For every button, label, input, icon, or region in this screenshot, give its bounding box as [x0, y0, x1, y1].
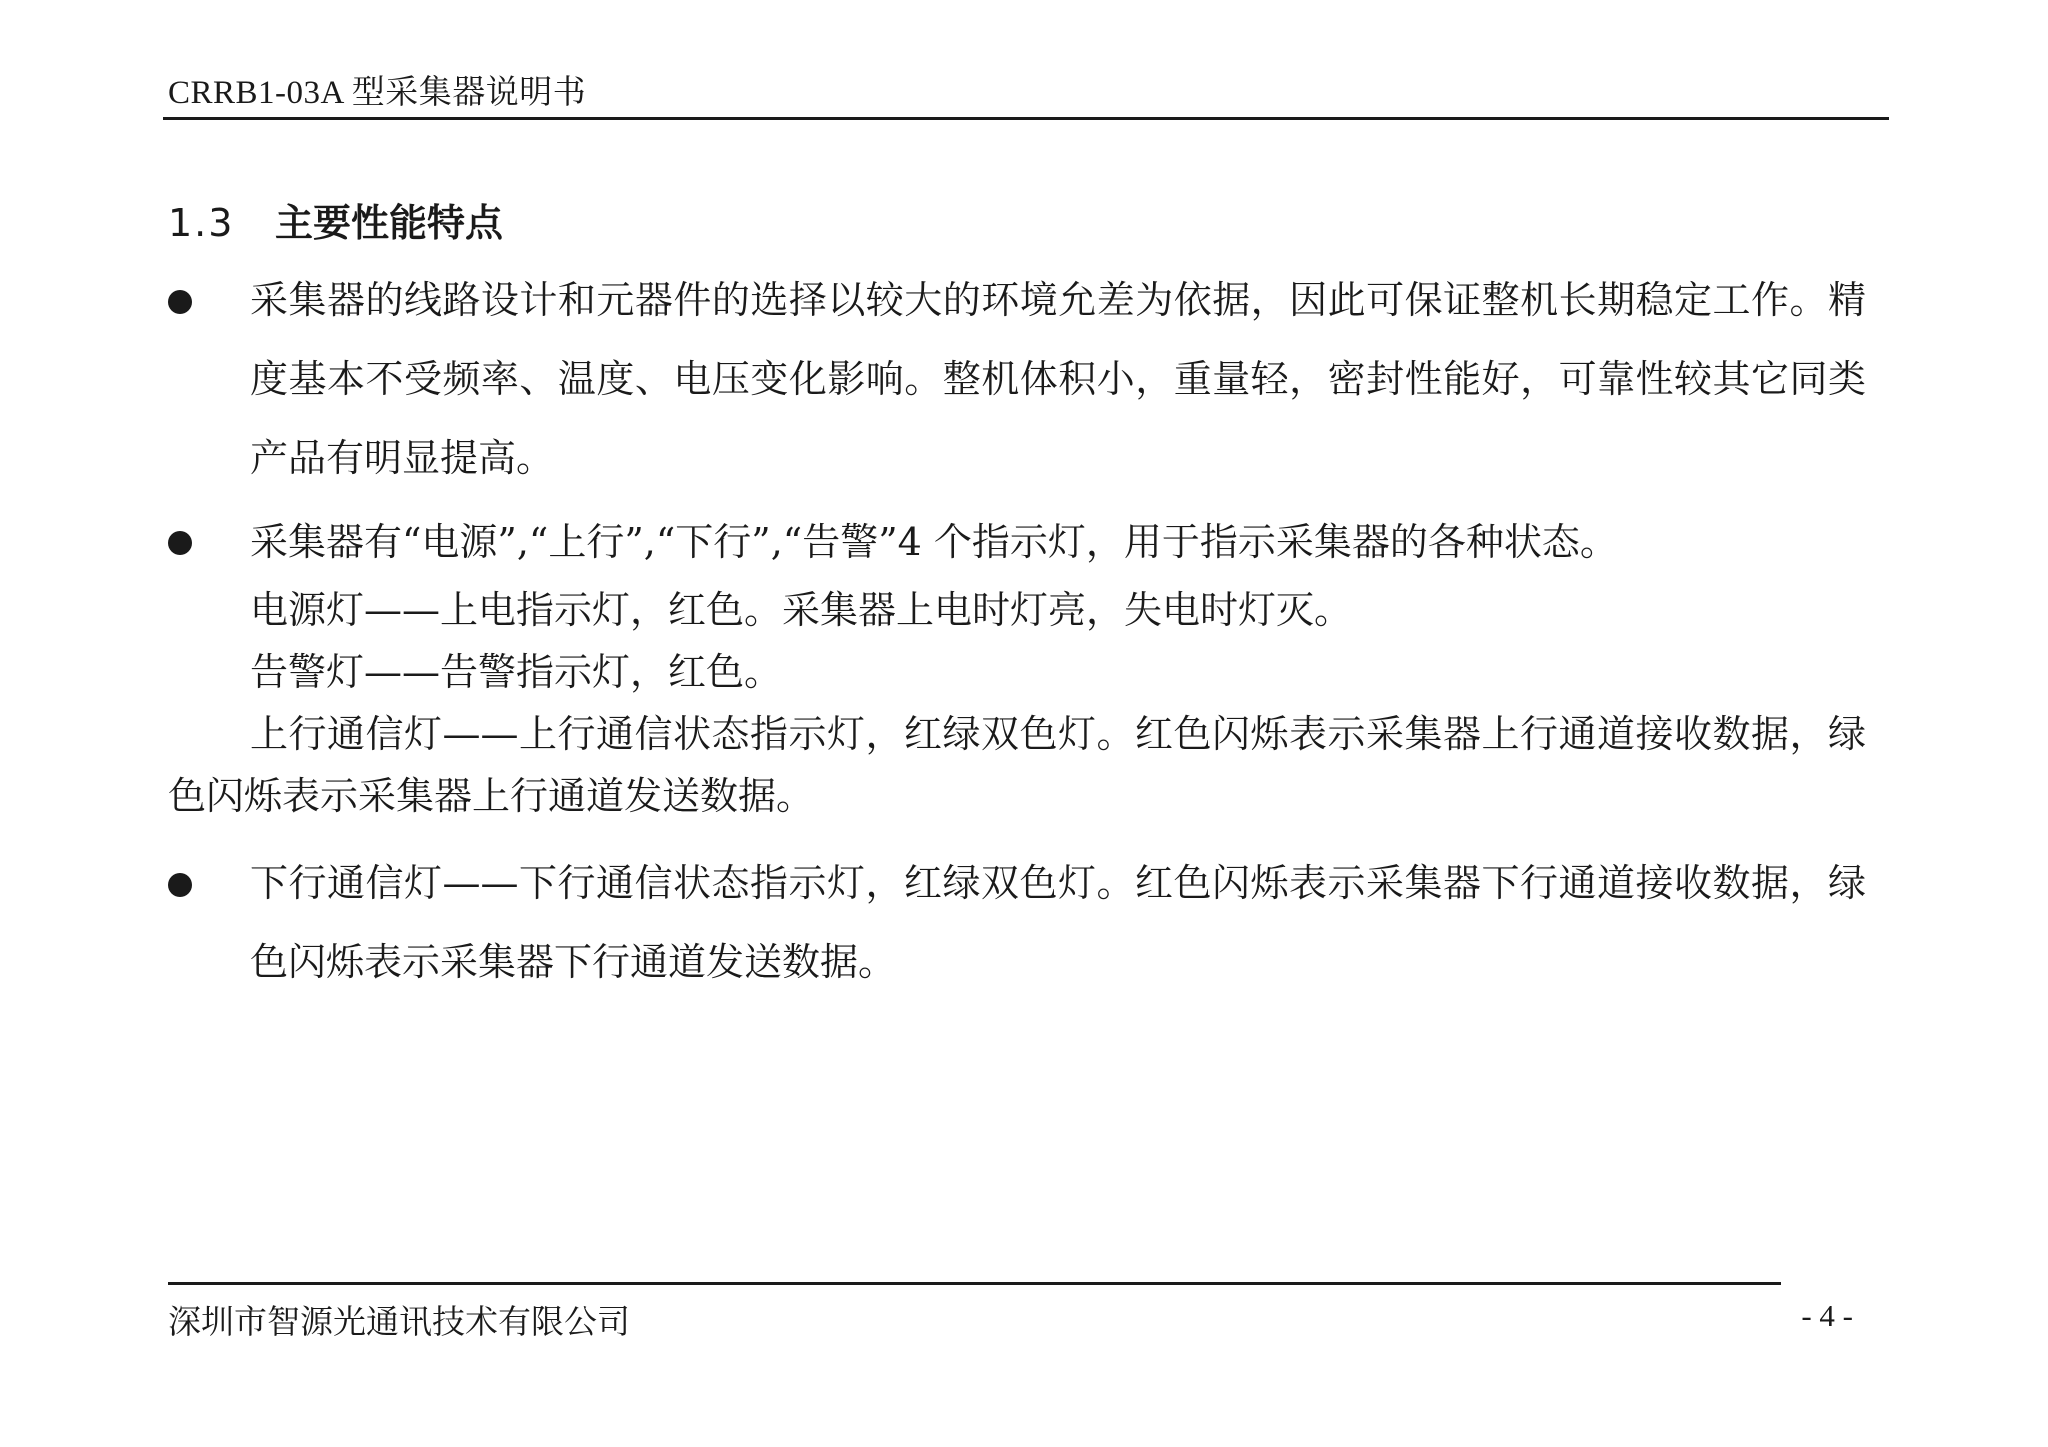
footer-company-name: 深圳市智源光通讯技术有限公司 — [168, 1302, 630, 1341]
feature-paragraph-reliability: 采集器的线路设计和元器件的选择以较大的环境允差为依据，因此可保证整机长期稳定工作。精度基本不受频率、温度、电压变化影响。整机体积小，重量轻，密封性能好，可靠性较其它同类产品有明显提高。 — [250, 278, 1866, 480]
section-number: 1.3 — [168, 201, 235, 245]
bullet-icon — [168, 290, 192, 314]
feature-paragraph-indicators: 采集器有“电源”,“上行”,“下行”,“告警”4 个指示灯，用于指示采集器的各种状态。 — [250, 520, 1618, 564]
feature-paragraph-downlink: 下行通信灯——下行通信状态指示灯，红绿双色灯。红色闪烁表示采集器下行通道接收数据，绿色闪烁表示采集器下行通道发送数据。 — [250, 861, 1866, 984]
page-number: - 4 - — [1801, 1298, 1853, 1333]
footer-divider — [168, 1282, 1781, 1285]
bullet-icon — [168, 531, 192, 555]
indicator-uplink-paragraph: 上行通信灯——上行通信状态指示灯，红绿双色灯。红色闪烁表示采集器上行通道接收数据，绿色闪烁表示采集器上行通道发送数据。 — [168, 712, 1866, 818]
header-divider — [163, 117, 1889, 120]
bullet-icon — [168, 873, 192, 897]
indicator-alarm-line: 告警灯——告警指示灯，红色。 — [250, 650, 783, 694]
document-header-title: CRRB1-03A 型采集器说明书 — [168, 75, 587, 111]
section-heading — [168, 192, 503, 247]
section-title: 主要性能特点 — [275, 201, 504, 245]
indicator-power-line: 电源灯——上电指示灯，红色。采集器上电时灯亮，失电时灯灭。 — [250, 588, 1353, 632]
